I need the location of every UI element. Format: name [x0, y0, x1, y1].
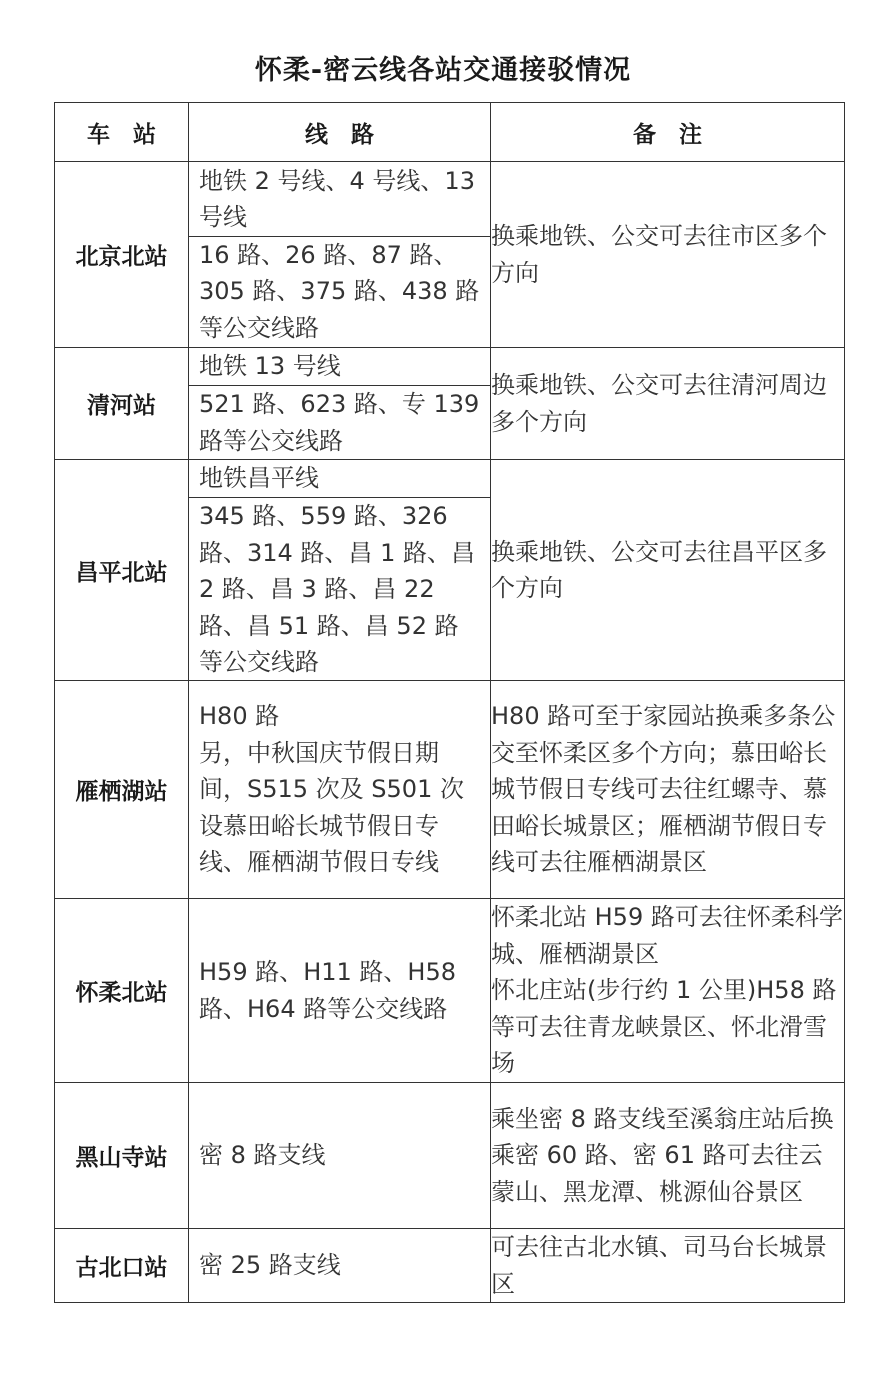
table-row: [55, 1083, 845, 1229]
lines-cell: [189, 1083, 491, 1229]
line-entry: 521 路、623 路、专 139 路等公交线路: [189, 385, 490, 459]
lines-cell: [189, 1229, 491, 1303]
note-cell: 可去往古北水镇、司马台长城景区: [491, 1229, 845, 1303]
station-cell: 怀柔北站: [55, 899, 189, 1083]
page-title: 怀柔-密云线各站交通接驳情况: [254, 55, 632, 86]
note-cell: 乘坐密 8 路支线至溪翁庄站后换乘密 60 路、密 61 路可去往云蒙山、黑龙潭、桃源仙谷景区: [491, 1083, 845, 1229]
line-entry: 345 路、559 路、326 路、314 路、昌 1 路、昌 2 路、昌 3 路、昌 22 路、昌 51 路、昌 52 路等公交线路: [189, 497, 490, 680]
lines-cell: [189, 899, 491, 1083]
note-cell: H80 路可至于家园站换乘多条公交至怀柔区多个方向；慕田峪长城节假日专线可去往红螺寺、慕田峪长城景区；雁栖湖节假日专线可去往雁栖湖景区: [491, 681, 845, 899]
line-entry: 地铁 2 号线、4 号线、13 号线: [199, 166, 475, 231]
station-cell: 黑山寺站: [55, 1083, 189, 1229]
lines-cell: [189, 681, 491, 899]
lines-cell: [189, 348, 491, 460]
note-line: 怀柔北站 H59 路可去往怀柔科学城、雁栖湖景区: [491, 903, 843, 968]
station-cell: 清河站: [55, 348, 189, 460]
station-cell: 昌平北站: [55, 460, 189, 681]
table-header-row: [55, 103, 845, 162]
note-line: 怀北庄站(步行约 1 公里)H58 路等可去往青龙峡景区、怀北滑雪场: [491, 976, 837, 1078]
lines-cell: [189, 162, 491, 348]
table-row: [55, 681, 845, 899]
header-note: 备 注: [491, 103, 845, 162]
line-entry: 另，中秋国庆节假日期间，S515 次及 S501 次设慕田峪长城节假日专线、雁栖湖节假日专线: [199, 738, 464, 877]
table-row: [55, 162, 845, 348]
note-cell: 换乘地铁、公交可去往昌平区多个方向: [491, 460, 845, 681]
table-row: [55, 460, 845, 681]
station-cell: 雁栖湖站: [55, 681, 189, 899]
line-entry: 地铁 13 号线: [199, 352, 341, 380]
transfer-table: [54, 102, 845, 1303]
line-entry: 16 路、26 路、87 路、305 路、375 路、438 路等公交线路: [189, 236, 490, 347]
note-cell: [491, 899, 845, 1083]
station-cell: 古北口站: [55, 1229, 189, 1303]
table-row: [55, 899, 845, 1083]
line-entry: 地铁昌平线: [199, 464, 319, 492]
line-entry: 密 25 路支线: [199, 1251, 341, 1280]
line-entry: H59 路、H11 路、H58 路、H64 路等公交线路: [199, 958, 457, 1023]
note-cell: 换乘地铁、公交可去往市区多个方向: [491, 162, 845, 348]
line-entry: 密 8 路支线: [199, 1141, 326, 1170]
note-cell: 换乘地铁、公交可去往清河周边多个方向: [491, 348, 845, 460]
table-row: [55, 348, 845, 460]
station-cell: 北京北站: [55, 162, 189, 348]
table-row: [55, 1229, 845, 1303]
header-station: 车 站: [55, 103, 189, 162]
line-entry: H80 路: [199, 702, 280, 731]
lines-cell: [189, 460, 491, 681]
header-lines: 线 路: [189, 103, 491, 162]
